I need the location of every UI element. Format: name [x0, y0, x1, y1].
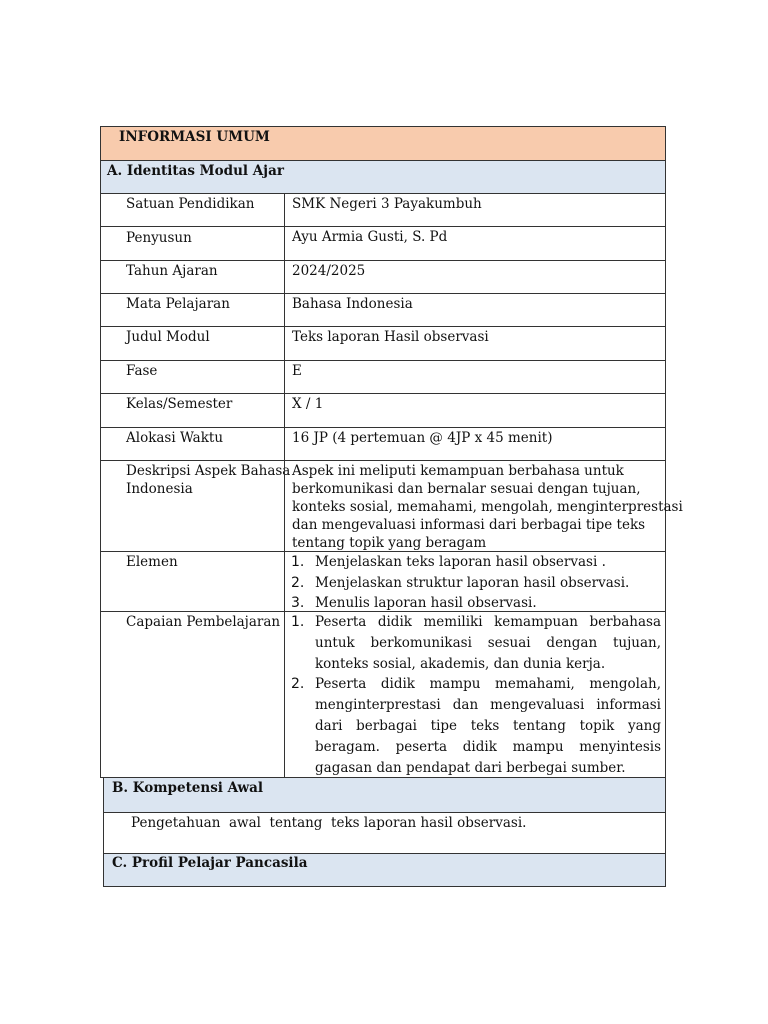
table-row-value: 16 JP (4 pertemuan @ 4JP x 45 menit) — [284, 427, 666, 461]
informasi-umum-title: INFORMASI UMUM — [119, 129, 270, 145]
table-row-value: E — [284, 360, 666, 394]
section-b-text: Pengetahuan awal tentang teks laporan hasil observasi. — [131, 815, 527, 831]
section-a-header — [100, 160, 666, 194]
table-row-label: Judul Modul — [100, 326, 285, 361]
capaian-value-cell — [284, 611, 666, 778]
list-item: 3. Menulis laporan hasil observasi. — [291, 595, 537, 611]
table-row-label: Alokasi Waktu — [100, 427, 285, 461]
deskripsi-line: berkomunikasi dan bernalar sesuai dengan tujuan, — [292, 481, 641, 497]
deskripsi-label-line: Indonesia — [126, 481, 193, 497]
table-row-label: Satuan Pendidikan — [100, 193, 285, 227]
deskripsi-line: Aspek ini meliputi kemampuan berbahasa untuk — [292, 463, 624, 479]
deskripsi-line: konteks sosial, memahami, mengolah, menginterprestasi — [292, 499, 683, 515]
section-b-header — [103, 777, 666, 813]
section-b-title: B. Kompetensi Awal — [112, 780, 264, 796]
list-item: 2. Peserta didik mampu memahami, mengolah, menginterprestasi dan mengevaluasi informasi dari berbagai tipe teks tentang topik yang beragam. peserta didik mampu menyintesis gagasan dan pendapat dari berbegai sumber. — [291, 676, 661, 776]
elemen-value-cell — [284, 551, 666, 612]
elemen-label-cell: Elemen — [100, 551, 285, 612]
table-row-value: X / 1 — [284, 393, 666, 428]
table-row-label: Tahun Ajaran — [100, 260, 285, 294]
section-c-title: C. Profil Pelajar Pancasila — [112, 855, 308, 871]
deskripsi-value-cell — [284, 460, 683, 552]
list-item: 1. Menjelaskan teks laporan hasil observasi . — [291, 554, 606, 570]
table-row-label: Fase — [100, 360, 285, 394]
table-row-value: SMK Negeri 3 Payakumbuh — [284, 193, 666, 227]
capaian-label-cell: Capaian Pembelajaran — [100, 611, 285, 778]
table-row-value: Ayu Armia Gusti, S. Pd — [284, 226, 666, 261]
section-c-header — [103, 853, 666, 887]
deskripsi-line: dan mengevaluasi informasi dari berbagai tipe teks — [292, 517, 646, 533]
deskripsi-label-line: Deskripsi Aspek Bahasa — [126, 463, 291, 479]
table-row-label: Penyusun — [100, 226, 285, 261]
list-item: 2. Menjelaskan struktur laporan hasil observasi. — [291, 574, 630, 591]
capaian-list — [289, 612, 661, 778]
table-row-value: 2024/2025 — [284, 260, 666, 294]
section-b-body — [103, 812, 666, 854]
table-row-value: Teks laporan Hasil observasi — [284, 326, 666, 361]
informasi-umum-header — [100, 126, 666, 161]
table-row-value: Bahasa Indonesia — [284, 293, 666, 327]
list-item: 1. Peserta didik memiliki kemampuan berbahasa untuk berkomunikasi sesuai dengan tujuan, konteks sosial, akademis, dan dunia kerja. — [291, 614, 661, 672]
deskripsi-label-cell — [100, 460, 291, 552]
elemen-list — [289, 552, 661, 614]
table-row-label: Mata Pelajaran — [100, 293, 285, 327]
table-row-label: Kelas/Semester — [100, 393, 285, 428]
deskripsi-line: tentang topik yang beragam — [292, 535, 487, 551]
section-a-title: A. Identitas Modul Ajar — [107, 163, 284, 179]
